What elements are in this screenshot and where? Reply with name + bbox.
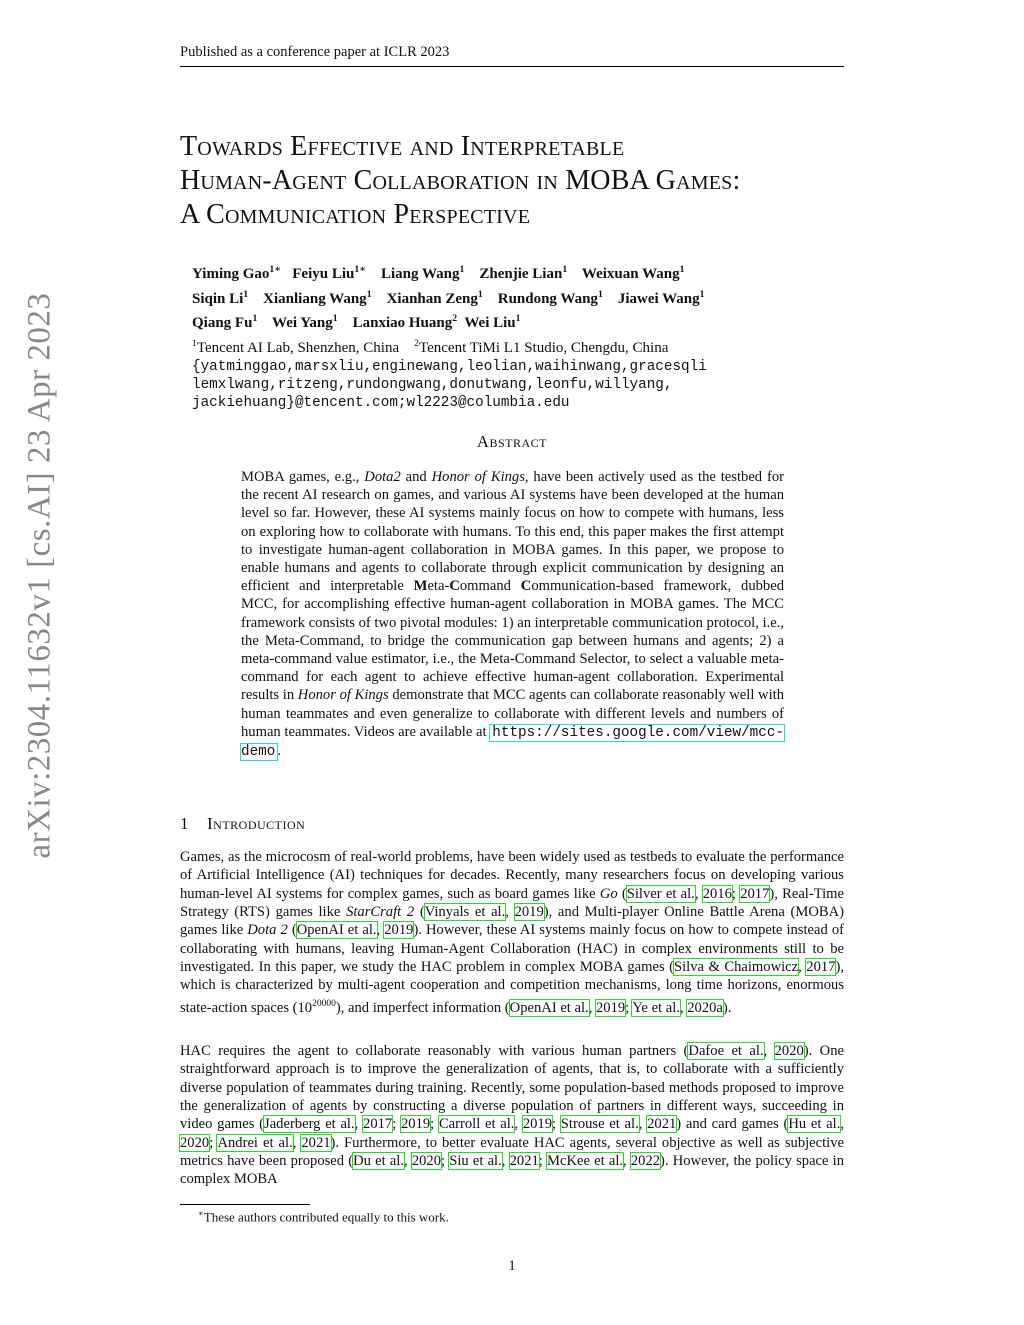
- footnote: ∗These authors contributed equally to this work.: [198, 1208, 449, 1225]
- author: Rundong Wang$^1$: [497, 288, 603, 307]
- author-row-1: [192, 260, 852, 285]
- citation-link[interactable]: 2016: [702, 885, 732, 902]
- citation-link[interactable]: 2019: [400, 1116, 431, 1133]
- citation-link[interactable]: OpenAI et al.: [296, 922, 377, 939]
- citation-link[interactable]: 2020a: [687, 999, 723, 1016]
- citation-link[interactable]: Ye et al.: [632, 999, 680, 1016]
- author-block: [192, 260, 852, 412]
- author: Wei Liu$^1$: [464, 313, 521, 331]
- intro-paragraph-1: Games, as the microcosm of real-world problems, have been widely used as testbeds to evaluate the performance of Artificial Intelligence (AI) techniques for decades. Recently, many researchers focus on developing various human-level AI systems for complex games, such as board games like Go (Silver et al., 2016; 2017), Real-Time Strategy (RTS) games like StarCraft 2 (Vinyals et al., 2019), and Multi-player Online Battle Arena (MOBA) games like Dota 2 (OpenAI et al., 2019). However, these AI systems mainly focus on how to compete instead of collaborating with humans, leaving Human-Agent Collaboration (HAC) in complex environments still to be investigated. In this paper, we study the HAC problem in complex MOBA games (Silva & Chaimowicz, 2017), which is characterized by multi-agent cooperation and competition mechanisms, long time horizons, enormous state-action spaces $(10^{20000})$, and imperfect information (OpenAI et al., 2019; Ye et al., 2020a).: [180, 849, 845, 1016]
- author: Jiawei Wang$^1$: [617, 288, 705, 307]
- title-line-2: Human-Agent Collaboration in MOBA Games:: [180, 165, 741, 196]
- author: Yiming Gao$^{1∗}$: [192, 264, 281, 282]
- citation-link[interactable]: Andrei et al.: [217, 1134, 293, 1151]
- title-line-1: Towards Effective and Interpretable: [180, 131, 625, 162]
- author: Liang Wang$^1$: [380, 264, 465, 282]
- citation-link[interactable]: Vinyals et al.: [424, 904, 506, 921]
- email-line-2: lemxlwang,ritzeng,rundongwang,donutwang,leonfu,willyang,: [192, 377, 673, 393]
- paper-title: [180, 130, 860, 232]
- abstract-heading: Abstract: [477, 432, 547, 451]
- citation-link[interactable]: 2019: [384, 922, 414, 939]
- citation-link[interactable]: Dafoe et al.: [688, 1043, 764, 1059]
- section-heading-introduction: 1 Introduction: [180, 814, 306, 833]
- author: Zhenjie Lian$^1$: [479, 264, 568, 282]
- citation-link[interactable]: Strouse et al.: [560, 1116, 639, 1133]
- citation-link[interactable]: 2017: [363, 1116, 393, 1133]
- running-header: Published as a conference paper at ICLR 2023: [180, 44, 450, 60]
- footnote-rule: [180, 1204, 310, 1205]
- author: Xianliang Wang$^1$: [263, 288, 372, 307]
- citation-link[interactable]: 2017: [740, 885, 770, 902]
- author: Weixuan Wang$^1$: [581, 264, 685, 282]
- author-row-2: [192, 285, 852, 310]
- email-line-3: jackiehuang}@tencent.com;wl2223@columbia.edu: [192, 395, 570, 411]
- citation-link[interactable]: 2021: [647, 1116, 677, 1133]
- citation-link[interactable]: 2022: [630, 1153, 661, 1170]
- author: Qiang Fu$^1$: [192, 313, 258, 331]
- title-line-3: A Communication Perspective: [180, 199, 531, 230]
- citation-link[interactable]: Jaderberg et al.: [264, 1116, 355, 1133]
- author: Wei Yang$^1$: [272, 313, 338, 331]
- citation-link[interactable]: OpenAI et al.: [509, 999, 589, 1016]
- arxiv-stamp: arXiv:2304.11632v1 [cs.AI] 23 Apr 2023: [21, 292, 58, 859]
- citation-link[interactable]: Silva & Chaimowicz: [674, 959, 799, 976]
- citation-link[interactable]: 2020: [411, 1153, 441, 1170]
- author: Feiyu Liu$^{1∗}$: [292, 264, 366, 282]
- intro-paragraph-2: HAC requires the agent to collaborate reasonably with various human partners (Dafoe et al., 2020). One straightforward approach is to improve the generalization of agents, that is, to collaborate with a sufficiently diverse population of teammates during training. Recently, some population-based methods proposed to improve the generalization of agents by constructing a diverse population of partners in different ways, succeeding in video games (Jaderberg et al., 2017; 2019; Carroll et al., 2019; Strouse et al., 2021) and card games (Hu et al., 2020; Andrei et al., 2021). Furthermore, to better evaluate HAC agents, several objective as well as subjective metrics have been proposed (Du et al., 2020; Siu et al., 2021; McKee et al., 2022). However, the policy space in complex MOBA: [180, 1043, 845, 1188]
- citation-link[interactable]: Carroll et al.: [438, 1116, 515, 1133]
- citation-link[interactable]: 2021: [509, 1153, 539, 1170]
- page-number: 1: [508, 1258, 516, 1274]
- citation-link[interactable]: 2019: [596, 999, 626, 1016]
- citation-link[interactable]: 2021: [301, 1134, 331, 1151]
- author-row-3: [192, 309, 852, 334]
- header-rule: [180, 66, 844, 67]
- author: Siqin Li$^1$: [192, 288, 249, 307]
- affiliations: $^1$Tencent AI Lab, Shenzhen, China $^2$Tencent TiMi L1 Studio, Chengdu, China: [192, 337, 669, 356]
- author: Xianhan Zeng$^1$: [386, 288, 483, 307]
- citation-link[interactable]: 2019: [522, 1116, 553, 1133]
- citation-link[interactable]: McKee et al.: [547, 1153, 624, 1170]
- citation-link[interactable]: Hu et al.: [788, 1116, 841, 1133]
- author: Lanxiao Huang$^2$: [352, 313, 458, 331]
- demo-url-link[interactable]: https://sites.google.com/view/mcc-demo: [241, 724, 784, 761]
- citation-link[interactable]: Siu et al.: [449, 1153, 502, 1170]
- citation-link[interactable]: 2020: [180, 1134, 210, 1151]
- citation-link[interactable]: Du et al.: [353, 1153, 404, 1170]
- citation-link[interactable]: 2019: [514, 904, 544, 921]
- citation-link[interactable]: Silver et al.: [626, 885, 695, 902]
- citation-link[interactable]: 2017: [806, 959, 836, 976]
- abstract-body: MOBA games, e.g., Dota2 and Honor of Kings, have been actively used as the testbed for the recent AI research on games, and various AI systems have been developed at the human level so far. However, these AI systems mainly focus on how to compete with humans, less on exploring how to collaborate with humans. To this end, this paper makes the first attempt to investigate human-agent collaboration in MOBA games. In this paper, we propose to enable humans and agents to collaborate through explicit communication by designing an efficient and interpretable Meta-Command Communication-based framework, dubbed MCC, for accomplishing effective human-agent collaboration in MOBA games. The MCC framework consists of two pivotal modules: 1) an interpretable communication protocol, i.e., the Meta-Command, to bridge the communication gap between humans and agents; 2) a meta-command value estimator, i.e., the Meta-Command Selector, to select a valuable meta-command for each agent to achieve effective human-agent collaboration. Experimental results in Honor of Kings demonstrate that MCC agents can collaborate reasonably well with human teammates and even generalize to collaborate with different levels and numbers of human teammates. Videos are available at https://sites.google.com/view/mcc-demo .: [241, 469, 784, 761]
- email-line-1: {yatminggao,marsxliu,enginewang,leolian,waihinwang,gracesqli: [192, 359, 707, 375]
- citation-link[interactable]: 2020: [774, 1043, 804, 1059]
